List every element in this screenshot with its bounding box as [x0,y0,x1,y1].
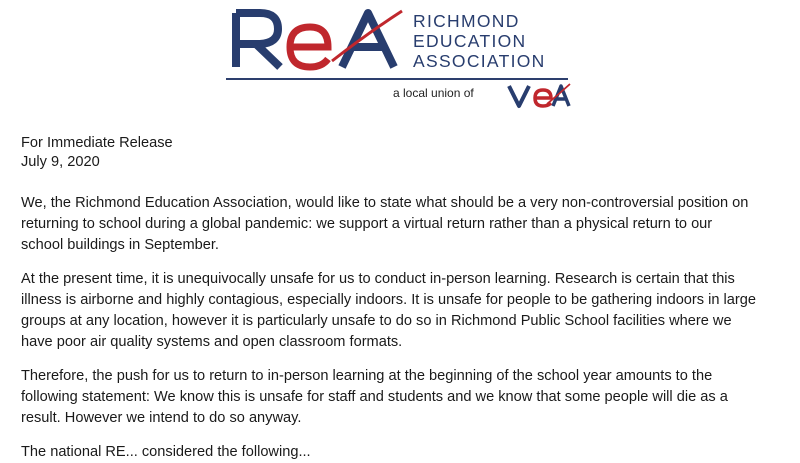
paragraph-line: result. However we intend to do so anyway. [21,410,302,426]
org-name-line: EDUCATION [413,31,527,51]
paragraph-line: Therefore, the push for us to return to in-person learning at the beginning of the school year amounts to the [21,368,713,384]
paragraph-line: groups at any location, however it is particularly unsafe to do so in Richmond Public School facilities where we [21,313,732,329]
rea-logo [230,3,405,75]
paragraph-line: returning to school during a global pandemic: we support a virtual return rather than a physical return to our [21,216,713,232]
paragraph-line: following statement: We know this is unsafe for staff and students and we know that some people will die as a [21,389,728,405]
paragraph-line: illness is airborne and highly contagious, especially indoors. It is unsafe for people to be gathering indoors in large [21,292,756,308]
org-name [413,11,583,71]
release-header [21,134,173,172]
vea-logo [507,80,571,108]
org-name-line: RICHMOND [413,11,520,31]
body-paragraph [21,366,791,429]
org-name-line: ASSOCIATION [413,51,546,71]
body-paragraph [21,269,791,353]
body-paragraph-cut-off [21,442,791,463]
tagline: a local union of [393,86,474,100]
paragraph-line: At the present time, it is unequivocally unsafe for us to conduct in-person learning. Research is certain that this [21,271,735,287]
letterhead [0,0,800,112]
paragraph-line: school buildings in September. [21,237,219,253]
release-date: July 9, 2020 [21,154,100,170]
release-label: For Immediate Release [21,135,173,151]
paragraph-line: have poor air quality systems and open classroom formats. [21,334,403,350]
paragraph-line: The national RE... considered the following... [21,444,311,460]
body-paragraph [21,193,791,256]
paragraph-line: We, the Richmond Education Association, would like to state what should be a very non-controversial position on [21,195,749,211]
